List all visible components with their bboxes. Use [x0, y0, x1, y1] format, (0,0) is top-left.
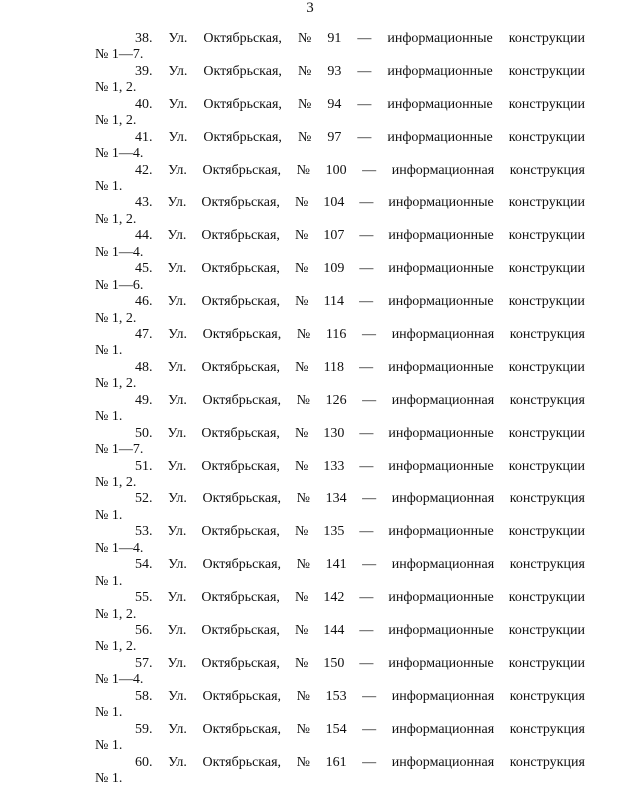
construction-numbers: № 1, 2. — [95, 310, 137, 326]
street-abbreviation: Ул. — [167, 655, 187, 671]
street-abbreviation: Ул. — [168, 688, 187, 704]
number-sign: № — [297, 31, 312, 46]
street-abbreviation: Ул. — [167, 195, 187, 211]
construction-type: информационная — [391, 162, 495, 178]
house-number: 104 — [323, 195, 345, 211]
item-number: 42. — [135, 162, 153, 178]
list-item — [95, 228, 585, 261]
street-name: Октябрьская, — [201, 458, 280, 474]
house-number: 107 — [323, 228, 345, 244]
construction-word: конструкция — [509, 327, 585, 343]
number-sign: № — [294, 425, 309, 441]
street-name: Октябрьская, — [201, 524, 280, 540]
house-number: 109 — [323, 261, 345, 277]
construction-word: конструкция — [509, 688, 585, 704]
document-list — [95, 31, 585, 787]
list-item — [95, 491, 585, 524]
street-name: Октябрьская, — [201, 195, 280, 211]
construction-type: информационные — [388, 195, 494, 211]
house-number: 126 — [325, 392, 347, 408]
street-name: Октябрьская, — [202, 491, 282, 507]
house-number: 130 — [323, 425, 345, 441]
street-abbreviation: Ул. — [168, 327, 187, 343]
construction-type: информационные — [388, 655, 494, 671]
street-abbreviation: Ул. — [168, 129, 188, 145]
dash-separator: — — [359, 228, 374, 244]
list-item-first-line — [95, 590, 585, 606]
item-number: 51. — [135, 458, 153, 474]
list-item-first-line — [95, 228, 585, 244]
number-sign: № — [294, 524, 309, 540]
construction-word: конструкции — [508, 63, 585, 79]
number-sign: № — [296, 491, 310, 507]
list-item-first-line — [95, 327, 585, 343]
house-number: 144 — [323, 623, 345, 639]
dash-separator: — — [362, 491, 377, 507]
construction-numbers: № 1, 2. — [95, 606, 137, 622]
street-abbreviation: Ул. — [168, 721, 187, 737]
street-name: Октябрьская, — [202, 162, 282, 178]
item-number: 50. — [135, 425, 153, 441]
dash-separator: — — [362, 392, 377, 408]
item-number: 54. — [135, 557, 153, 573]
number-sign: № — [296, 392, 310, 408]
list-item-first-line — [95, 360, 585, 376]
construction-word: конструкции — [508, 590, 585, 606]
list-item — [95, 97, 585, 130]
item-number: 60. — [135, 754, 153, 770]
street-name: Октябрьская, — [202, 754, 282, 770]
construction-word: конструкции — [508, 623, 585, 639]
construction-type: информационные — [388, 425, 494, 441]
number-sign: № — [297, 63, 312, 79]
dash-separator: — — [362, 688, 377, 704]
street-abbreviation: Ул. — [167, 590, 187, 606]
number-sign: № — [296, 688, 310, 704]
street-abbreviation: Ул. — [168, 162, 187, 178]
construction-numbers: № 1—4. — [95, 146, 144, 162]
street-name: Октябрьская, — [202, 721, 282, 737]
street-name: Октябрьская, — [202, 557, 282, 573]
item-number: 52. — [135, 491, 153, 507]
number-sign: № — [294, 228, 309, 244]
street-abbreviation: Ул. — [168, 96, 188, 112]
construction-word: конструкции — [508, 524, 585, 540]
dash-separator: — — [359, 425, 374, 441]
construction-type: информационные — [388, 294, 494, 310]
number-sign: № — [295, 294, 309, 310]
house-number: 133 — [323, 458, 345, 474]
street-name: Октябрьская, — [202, 688, 282, 704]
item-number: 39. — [135, 63, 153, 79]
number-sign: № — [294, 655, 309, 671]
construction-word: конструкции — [508, 228, 585, 244]
list-item — [95, 261, 585, 294]
construction-type: информационная — [391, 392, 495, 408]
construction-numbers: № 1. — [95, 738, 123, 754]
item-number: 58. — [135, 688, 153, 704]
dash-separator: — — [357, 129, 372, 145]
street-abbreviation: Ул. — [167, 524, 187, 540]
item-number: 57. — [135, 655, 153, 671]
street-name: Октябрьская, — [203, 96, 282, 112]
house-number: 100 — [325, 162, 347, 178]
list-item — [95, 294, 585, 327]
house-number: 97 — [327, 129, 342, 145]
list-item-first-line — [95, 130, 585, 146]
dash-separator: — — [359, 261, 374, 277]
list-item — [95, 557, 585, 590]
street-abbreviation: Ул. — [167, 425, 187, 441]
item-number: 55. — [135, 590, 153, 606]
list-item — [95, 64, 585, 97]
construction-numbers: № 1—7. — [95, 47, 144, 63]
construction-type: информационная — [391, 754, 495, 770]
construction-word: конструкции — [508, 655, 585, 671]
construction-word: конструкции — [508, 359, 585, 375]
construction-numbers: № 1, 2. — [95, 474, 137, 490]
list-item — [95, 426, 585, 459]
list-item-first-line — [95, 261, 585, 277]
number-sign: № — [294, 623, 309, 639]
house-number: 116 — [325, 327, 347, 343]
construction-numbers: № 1. — [95, 409, 123, 425]
number-sign: № — [297, 96, 312, 112]
item-number: 46. — [135, 294, 153, 310]
page-number: 3 — [306, 0, 314, 16]
item-number: 40. — [135, 96, 153, 112]
construction-word: конструкции — [508, 261, 585, 277]
list-item — [95, 459, 585, 492]
street-name: Октябрьская, — [203, 31, 282, 46]
list-item-first-line — [95, 393, 585, 409]
list-item-first-line — [95, 491, 585, 507]
dash-separator: — — [359, 590, 374, 606]
item-number: 43. — [135, 195, 153, 211]
dash-separator: — — [362, 162, 377, 178]
construction-type: информационные — [388, 458, 494, 474]
street-abbreviation: Ул. — [168, 392, 187, 408]
construction-type: информационные — [388, 261, 494, 277]
list-item — [95, 590, 585, 623]
item-number: 41. — [135, 129, 153, 145]
construction-type: информационные — [387, 129, 493, 145]
item-number: 48. — [135, 359, 153, 375]
list-item — [95, 163, 585, 196]
list-item-first-line — [95, 64, 585, 80]
house-number: 134 — [325, 491, 347, 507]
construction-word: конструкции — [508, 425, 585, 441]
construction-word: конструкция — [509, 491, 585, 507]
dash-separator: — — [362, 557, 377, 573]
list-item-first-line — [95, 656, 585, 672]
dash-separator: — — [359, 524, 374, 540]
street-name: Октябрьская, — [202, 392, 282, 408]
house-number: 153 — [325, 688, 347, 704]
number-sign: № — [296, 721, 310, 737]
house-number: 154 — [325, 721, 347, 737]
house-number: 93 — [327, 63, 342, 79]
construction-numbers: № 1—6. — [95, 277, 144, 293]
dash-separator: — — [359, 359, 374, 375]
street-name: Октябрьская, — [201, 590, 280, 606]
construction-numbers: № 1. — [95, 705, 123, 721]
list-item — [95, 524, 585, 557]
construction-type: информационные — [387, 96, 493, 112]
list-item — [95, 360, 585, 393]
construction-type: информационные — [388, 590, 494, 606]
construction-numbers: № 1, 2. — [95, 376, 137, 392]
construction-type: информационная — [391, 491, 495, 507]
number-sign: № — [294, 261, 309, 277]
construction-type: информационные — [387, 63, 493, 79]
list-item — [95, 656, 585, 689]
list-item-first-line — [95, 97, 585, 113]
number-sign: № — [296, 327, 311, 343]
street-abbreviation: Ул. — [167, 623, 187, 639]
construction-type: информационные — [388, 524, 494, 540]
dash-separator: — — [357, 31, 372, 46]
house-number: 150 — [323, 655, 345, 671]
list-item — [95, 327, 585, 360]
list-item — [95, 31, 585, 64]
number-sign: № — [296, 754, 310, 770]
construction-numbers: № 1. — [95, 343, 123, 359]
house-number: 141 — [325, 557, 347, 573]
construction-type: информационные — [387, 31, 493, 46]
construction-numbers: № 1, 2. — [95, 639, 137, 655]
construction-word: конструкции — [508, 458, 585, 474]
number-sign: № — [297, 129, 312, 145]
list-item-first-line — [95, 557, 585, 573]
number-sign: № — [296, 557, 310, 573]
street-abbreviation: Ул. — [167, 294, 187, 310]
street-abbreviation: Ул. — [167, 261, 187, 277]
list-item-first-line — [95, 195, 585, 211]
dash-separator: — — [359, 458, 374, 474]
street-name: Октябрьская, — [201, 261, 280, 277]
construction-numbers: № 1, 2. — [95, 113, 137, 129]
dash-separator: — — [359, 195, 374, 211]
item-number: 56. — [135, 623, 153, 639]
construction-numbers: № 1—4. — [95, 672, 144, 688]
street-name: Октябрьская, — [201, 655, 280, 671]
street-name: Октябрьская, — [202, 327, 282, 343]
construction-word: конструкции — [508, 195, 585, 211]
dash-separator: — — [362, 721, 377, 737]
list-item — [95, 722, 585, 755]
item-number: 59. — [135, 721, 153, 737]
street-name: Октябрьская, — [201, 228, 280, 244]
item-number: 44. — [135, 228, 153, 244]
list-item-first-line — [95, 755, 585, 771]
item-number: 45. — [135, 261, 153, 277]
street-abbreviation: Ул. — [167, 359, 187, 375]
construction-type: информационные — [388, 228, 494, 244]
house-number: 135 — [323, 524, 345, 540]
dash-separator: — — [359, 655, 374, 671]
construction-word: конструкции — [508, 31, 585, 46]
list-item-first-line — [95, 623, 585, 639]
street-abbreviation: Ул. — [168, 491, 187, 507]
dash-separator: — — [362, 327, 377, 343]
house-number: 91 — [327, 31, 342, 46]
street-abbreviation: Ул. — [168, 754, 187, 770]
street-name: Октябрьская, — [203, 63, 282, 79]
construction-numbers: № 1—7. — [95, 442, 144, 458]
street-name: Октябрьская, — [201, 425, 280, 441]
list-item — [95, 689, 585, 722]
construction-numbers: № 1—4. — [95, 540, 144, 556]
number-sign: № — [294, 458, 309, 474]
street-abbreviation: Ул. — [168, 63, 188, 79]
list-item-first-line — [95, 163, 585, 179]
list-item-first-line — [95, 689, 585, 705]
item-number: 38. — [135, 31, 153, 46]
house-number: 114 — [323, 294, 345, 310]
list-item — [95, 755, 585, 788]
house-number: 94 — [327, 96, 342, 112]
house-number: 142 — [323, 590, 345, 606]
street-abbreviation: Ул. — [167, 458, 187, 474]
construction-word: конструкции — [508, 129, 585, 145]
construction-type: информационная — [391, 327, 495, 343]
construction-word: конструкция — [509, 392, 585, 408]
number-sign: № — [296, 162, 310, 178]
construction-type: информационная — [391, 688, 495, 704]
construction-numbers: № 1—4. — [95, 244, 144, 260]
dash-separator: — — [359, 623, 374, 639]
dash-separator: — — [357, 63, 372, 79]
construction-numbers: № 1, 2. — [95, 80, 137, 96]
list-item — [95, 195, 585, 228]
list-item-first-line — [95, 426, 585, 442]
street-abbreviation: Ул. — [167, 228, 187, 244]
construction-numbers: № 1. — [95, 178, 123, 194]
list-item-first-line — [95, 459, 585, 475]
number-sign: № — [294, 195, 309, 211]
item-number: 53. — [135, 524, 153, 540]
street-name: Октябрьская, — [203, 129, 282, 145]
construction-type: информационная — [391, 557, 495, 573]
number-sign: № — [295, 359, 309, 375]
street-name: Октябрьская, — [201, 623, 280, 639]
construction-numbers: № 1. — [95, 507, 123, 523]
dash-separator: — — [362, 754, 377, 770]
item-number: 49. — [135, 392, 153, 408]
construction-numbers: № 1, 2. — [95, 211, 137, 227]
number-sign: № — [294, 590, 309, 606]
list-item-first-line — [95, 294, 585, 310]
construction-numbers: № 1. — [95, 573, 123, 589]
construction-numbers: № 1. — [95, 771, 123, 786]
list-item — [95, 623, 585, 656]
dash-separator: — — [357, 96, 372, 112]
item-number: 47. — [135, 327, 153, 343]
list-item-first-line — [95, 524, 585, 540]
list-item — [95, 130, 585, 163]
construction-type: информационные — [388, 359, 494, 375]
street-name: Октябрьская, — [201, 294, 281, 310]
street-abbreviation: Ул. — [168, 557, 187, 573]
list-item — [95, 393, 585, 426]
street-name: Октябрьская, — [201, 359, 281, 375]
construction-word: конструкция — [509, 721, 585, 737]
construction-word: конструкция — [509, 557, 585, 573]
dash-separator: — — [359, 294, 374, 310]
house-number: 161 — [325, 754, 347, 770]
construction-word: конструкция — [509, 754, 585, 770]
construction-type: информационные — [388, 623, 494, 639]
list-item-first-line — [95, 31, 585, 47]
construction-word: конструкции — [508, 294, 585, 310]
construction-type: информационная — [391, 721, 495, 737]
street-abbreviation: Ул. — [168, 31, 188, 46]
list-item-first-line — [95, 722, 585, 738]
construction-word: конструкция — [509, 162, 585, 178]
construction-word: конструкции — [508, 96, 585, 112]
house-number: 118 — [323, 359, 345, 375]
